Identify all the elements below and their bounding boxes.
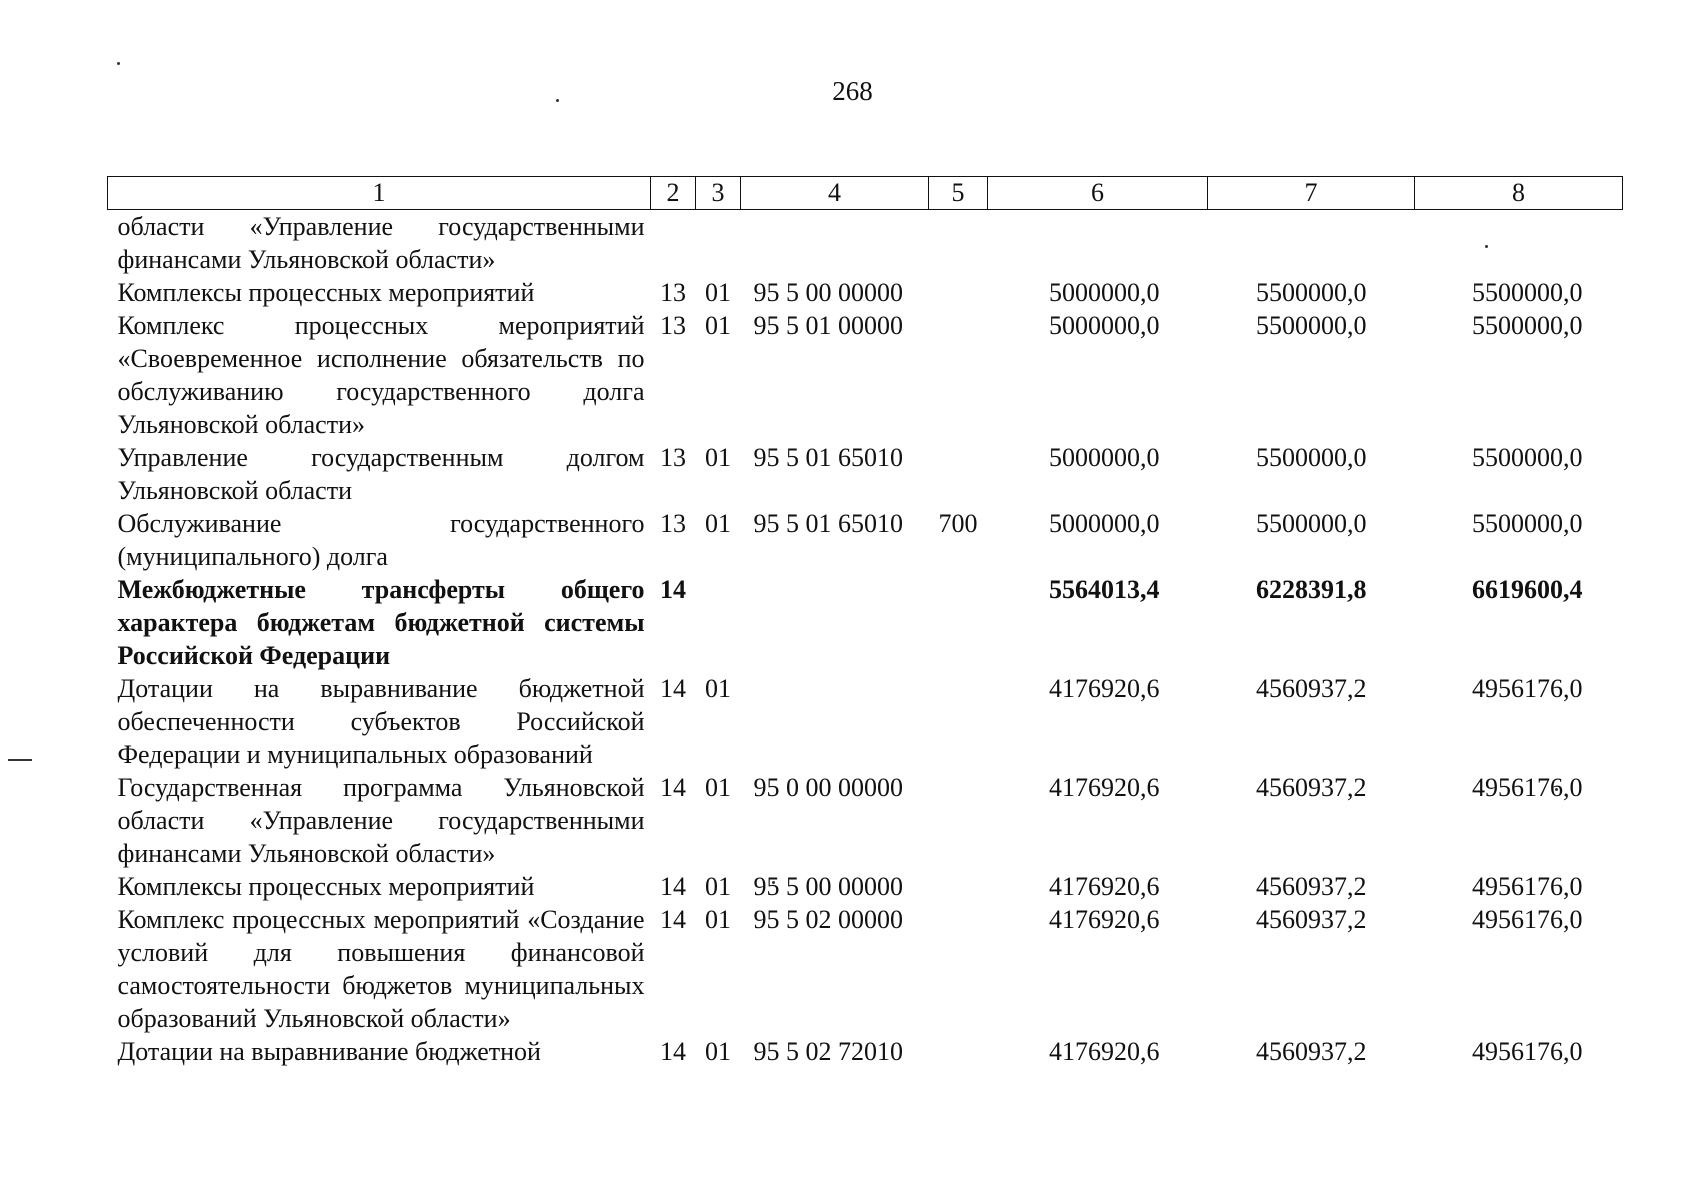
amount-col8: 4956176,0 bbox=[1472, 773, 1583, 802]
target-item-code bbox=[741, 573, 929, 672]
section-code: 14 bbox=[660, 905, 686, 934]
expense-type-code bbox=[929, 672, 988, 771]
row-name: Дотации на выравнивание бюджетной обеспеченности субъектов Российской Федерации и муниципальных образований bbox=[117, 674, 645, 769]
amount-col8: 6619600,4 bbox=[1472, 575, 1583, 604]
amount-col7: 5500000,0 bbox=[1256, 278, 1367, 307]
expense-type-code bbox=[929, 276, 988, 309]
header-row bbox=[108, 177, 1623, 210]
amount-col8: 4956176,0 bbox=[1472, 674, 1583, 703]
subsection-code: 01 bbox=[705, 872, 731, 901]
target-item-code: 95 5 01 65010 bbox=[753, 509, 903, 538]
expense-type-code bbox=[929, 309, 988, 441]
header-cell: 3 bbox=[696, 177, 741, 210]
subsection-code bbox=[696, 210, 741, 277]
expense-type-code: 700 bbox=[938, 509, 978, 538]
amount-col6 bbox=[988, 210, 1208, 277]
amount-col7: 4560937,2 bbox=[1256, 773, 1367, 802]
amount-col6: 5000000,0 bbox=[1049, 311, 1160, 340]
amount-col6: 4176920,6 bbox=[1049, 905, 1160, 934]
margin-mark bbox=[8, 759, 32, 761]
scan-speck bbox=[117, 62, 120, 65]
amount-col7: 4560937,2 bbox=[1256, 674, 1367, 703]
amount-col6: 5000000,0 bbox=[1049, 443, 1160, 472]
expense-type-code bbox=[929, 870, 988, 903]
row-name: Государственная программа Ульяновской области «Управление государственными финансами Ульяновской области» bbox=[117, 773, 645, 868]
expense-type-code bbox=[929, 573, 988, 672]
section-code: 13 bbox=[660, 311, 686, 340]
table-row bbox=[108, 276, 1623, 309]
subsection-code: 01 bbox=[705, 674, 731, 703]
subsection-code bbox=[696, 573, 741, 672]
section-code: 14 bbox=[660, 872, 686, 901]
amount-col8: 5500000,0 bbox=[1472, 509, 1583, 538]
amount-col8: 5500000,0 bbox=[1472, 443, 1583, 472]
amount-col6: 5564013,4 bbox=[1049, 575, 1160, 604]
amount-col8: 4956176,0 bbox=[1472, 905, 1583, 934]
target-item-code: 95 5 01 65010 bbox=[753, 443, 903, 472]
row-name: Межбюджетные трансферты общего характера бюджетам бюджетной системы Российской Федерации bbox=[117, 575, 645, 670]
amount-col6: 5000000,0 bbox=[1049, 509, 1160, 538]
amount-col7: 6228391,8 bbox=[1256, 575, 1367, 604]
expense-type-code bbox=[929, 771, 988, 870]
header-cell: 7 bbox=[1208, 177, 1415, 210]
table-row bbox=[108, 870, 1623, 903]
amount-col8 bbox=[1415, 210, 1623, 277]
budget-table bbox=[107, 176, 1623, 1068]
section-code: 14 bbox=[660, 575, 686, 604]
amount-col6: 4176920,6 bbox=[1049, 872, 1160, 901]
amount-col7 bbox=[1208, 210, 1415, 277]
header-cell: 6 bbox=[988, 177, 1208, 210]
header-cell: 5 bbox=[929, 177, 988, 210]
amount-col7: 4560937,2 bbox=[1256, 905, 1367, 934]
row-name: Комплекс процессных мероприятий «Своевременное исполнение обязательств по обслуживанию государственного долга Ульяновской области» bbox=[117, 311, 645, 439]
section-code: 13 bbox=[660, 443, 686, 472]
table-row bbox=[108, 903, 1623, 1035]
target-item-code: 95 5 02 72010 bbox=[753, 1037, 903, 1066]
subsection-code: 01 bbox=[705, 278, 731, 307]
target-item-code bbox=[741, 210, 929, 277]
scan-speck bbox=[556, 99, 559, 102]
header-cell: 2 bbox=[651, 177, 696, 210]
section-code: 14 bbox=[660, 773, 686, 802]
target-item-code: 95 5 00 00000 bbox=[753, 278, 903, 307]
header-cell: 4 bbox=[741, 177, 929, 210]
table-row bbox=[108, 672, 1623, 771]
header-cell: 1 bbox=[108, 177, 651, 210]
row-name: области «Управление государственными финансами Ульяновской области» bbox=[117, 212, 645, 274]
expense-type-code bbox=[929, 210, 988, 277]
target-item-code: 95 5 02 00000 bbox=[753, 905, 903, 934]
row-name: Управление государственным долгом Ульяновской области bbox=[117, 443, 645, 505]
expense-type-code bbox=[929, 1035, 988, 1068]
amount-col8: 4956176,0 bbox=[1472, 872, 1583, 901]
table-row bbox=[108, 507, 1623, 573]
section-code: 14 bbox=[660, 1037, 686, 1066]
row-name: Обслуживание государственного (муниципального) долга bbox=[117, 509, 645, 571]
header-cell: 8 bbox=[1415, 177, 1623, 210]
table-row bbox=[108, 309, 1623, 441]
expense-type-code bbox=[929, 441, 988, 507]
section-code: 14 bbox=[660, 674, 686, 703]
amount-col8: 5500000,0 bbox=[1472, 311, 1583, 340]
section-code bbox=[651, 210, 696, 277]
target-item-code: 95 5 00 00000 bbox=[753, 872, 903, 901]
subsection-code: 01 bbox=[705, 311, 731, 340]
subsection-code: 01 bbox=[705, 1037, 731, 1066]
amount-col8: 5500000,0 bbox=[1472, 278, 1583, 307]
table-row bbox=[108, 771, 1623, 870]
page-number: 268 bbox=[832, 76, 873, 106]
target-item-code: 95 5 01 00000 bbox=[753, 311, 903, 340]
table-row-section-total bbox=[108, 573, 1623, 672]
subsection-code: 01 bbox=[705, 443, 731, 472]
amount-col7: 5500000,0 bbox=[1256, 311, 1367, 340]
amount-col6: 4176920,6 bbox=[1049, 773, 1160, 802]
amount-col7: 5500000,0 bbox=[1256, 443, 1367, 472]
table-row bbox=[108, 210, 1623, 277]
table-row bbox=[108, 1035, 1623, 1068]
expense-type-code bbox=[929, 903, 988, 1035]
amount-col7: 4560937,2 bbox=[1256, 1037, 1367, 1066]
subsection-code: 01 bbox=[705, 509, 731, 538]
amount-col7: 4560937,2 bbox=[1256, 872, 1367, 901]
amount-col6: 5000000,0 bbox=[1049, 278, 1160, 307]
row-name: Комплексы процессных мероприятий bbox=[117, 872, 535, 901]
amount-col6: 4176920,6 bbox=[1049, 1037, 1160, 1066]
section-code: 13 bbox=[660, 278, 686, 307]
target-item-code bbox=[741, 672, 929, 771]
subsection-code: 01 bbox=[705, 773, 731, 802]
target-item-code: 95 0 00 00000 bbox=[753, 773, 903, 802]
row-name: Дотации на выравнивание бюджетной bbox=[117, 1037, 541, 1066]
subsection-code: 01 bbox=[705, 905, 731, 934]
table-row bbox=[108, 441, 1623, 507]
amount-col7: 5500000,0 bbox=[1256, 509, 1367, 538]
row-name: Комплекс процессных мероприятий «Создание условий для повышения финансовой самостоятельности бюджетов муниципальных образований Ульяновской области» bbox=[117, 905, 645, 1033]
amount-col6: 4176920,6 bbox=[1049, 674, 1160, 703]
section-code: 13 bbox=[660, 509, 686, 538]
amount-col8: 4956176,0 bbox=[1472, 1037, 1583, 1066]
row-name: Комплексы процессных мероприятий bbox=[117, 278, 535, 307]
